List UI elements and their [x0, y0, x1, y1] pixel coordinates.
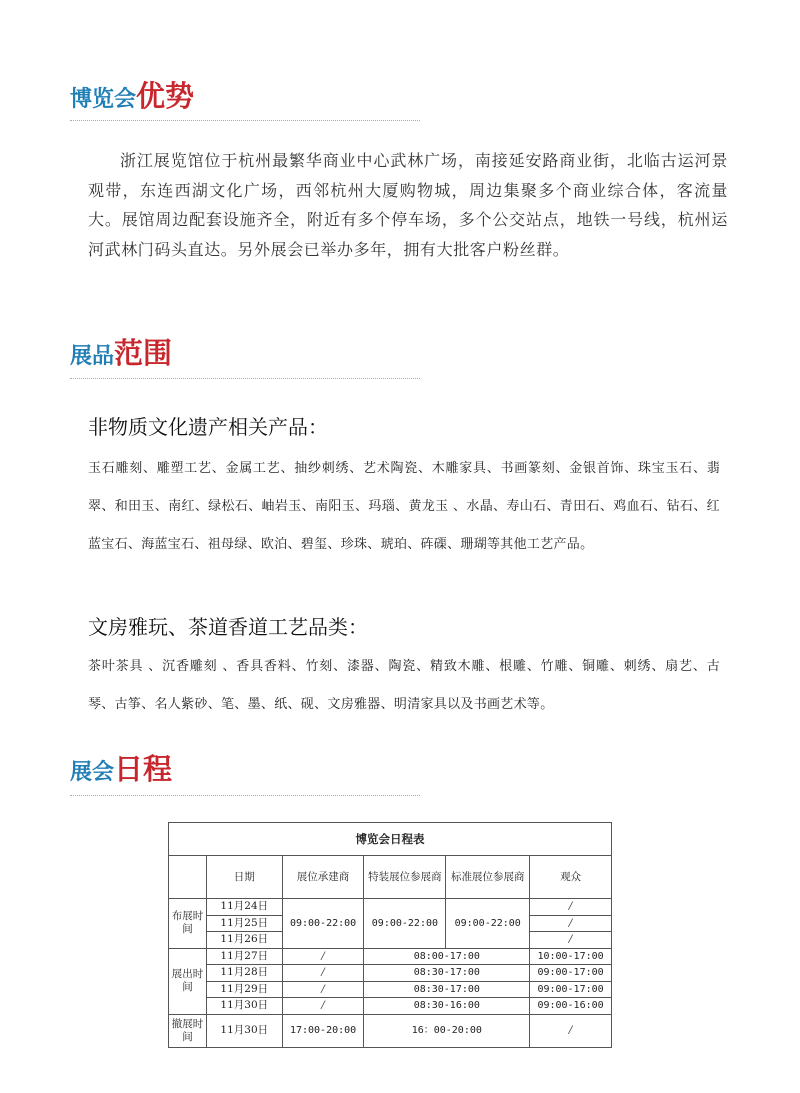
contractor-none: / [282, 948, 364, 965]
header-corner-cell [169, 856, 207, 899]
section-divider [70, 795, 420, 796]
intro-paragraph: 浙江展览馆位于杭州最繁华商业中心武林广场，南接延安路商业街，北临古运河景观带，东连西湖文化广场，西邻杭州大厦购物城，周边集聚多个商业综合体，客流量大。展馆周边配套设施齐全，附近有多个停车场，多个公交站点，地铁一号线，杭州运河武林门码头直达。另外展会已举办多年，拥有大批客户粉丝群。 [88, 151, 728, 259]
section-heading-emphasis: 优势 [136, 79, 195, 113]
contractor-none: / [282, 981, 364, 998]
date-cell: 11月30日 [206, 998, 282, 1015]
date-cell: 11月28日 [206, 965, 282, 982]
group-label-exhibit: 展出时间 [169, 948, 207, 1014]
setup-time-special: 09:00-22:00 [364, 899, 446, 949]
contractor-none: / [282, 998, 364, 1015]
header-special-booth: 特装展位参展商 [364, 856, 446, 899]
audience-none: / [530, 899, 612, 916]
section-heading-emphasis: 范围 [114, 336, 173, 370]
section-heading-emphasis: 日程 [114, 752, 173, 786]
exhibitor-time: 08:30-17:00 [364, 965, 530, 982]
header-contractor: 展位承建商 [282, 856, 364, 899]
audience-time: 09:00-17:00 [530, 981, 612, 998]
group-label-teardown: 撤展时间 [169, 1014, 207, 1047]
exhibitor-time: 08:30-17:00 [364, 981, 530, 998]
section-heading-prefix: 展会 [70, 760, 115, 785]
exhibitor-time: 08:00-17:00 [364, 948, 530, 965]
audience-time: 09:00-17:00 [530, 965, 612, 982]
section-heading-schedule [70, 747, 172, 788]
section-divider [70, 378, 420, 379]
section-heading-advantages [70, 74, 194, 115]
category-title-heritage: 非物质文化遗产相关产品： [88, 415, 328, 439]
category-title-study-tea: 文房雅玩、茶道香道工艺品类： [88, 615, 368, 639]
date-cell: 11月30日 [206, 1014, 282, 1047]
audience-time: 09:00-16:00 [530, 998, 612, 1015]
exhibitor-time: 08:30-16:00 [364, 998, 530, 1015]
section-divider [70, 120, 420, 121]
header-audience: 观众 [530, 856, 612, 899]
date-cell: 11月27日 [206, 948, 282, 965]
group-label-setup: 布展时间 [169, 899, 207, 949]
setup-time-contractor: 09:00-22:00 [282, 899, 364, 949]
date-cell: 11月24日 [206, 899, 282, 916]
date-cell: 11月25日 [206, 915, 282, 932]
section-heading-scope [70, 331, 172, 372]
category-items-study-tea: 茶叶茶具 、沉香雕刻 、香具香料、竹刻、漆器、陶瓷、精致木雕、根雕、竹雕、铜雕、刺绣、扇艺、古琴、古筝、名人紫砂、笔、墨、纸、砚、文房雅器、明清家具以及书画艺术等。 [88, 659, 720, 712]
audience-none: / [530, 915, 612, 932]
audience-none: / [530, 1014, 612, 1047]
teardown-time-contractor: 17:00-20:00 [282, 1014, 364, 1047]
teardown-time-exhibitor: 16：00-20:00 [364, 1014, 530, 1047]
audience-time: 10:00-17:00 [530, 948, 612, 965]
contractor-none: / [282, 965, 364, 982]
section-heading-prefix: 展品 [70, 344, 115, 369]
schedule-table [168, 822, 612, 1048]
date-cell: 11月29日 [206, 981, 282, 998]
schedule-table-title: 博览会日程表 [169, 823, 612, 856]
audience-none: / [530, 932, 612, 949]
header-date: 日期 [206, 856, 282, 899]
category-items-heritage: 玉石雕刻、雕塑工艺、金属工艺、抽纱刺绣、艺术陶瓷、木雕家具、书画篆刻、金银首饰、珠宝玉石、翡翠、和田玉、南红、绿松石、岫岩玉、南阳玉、玛瑙、黄龙玉 、水晶、寿山石、青田石、鸡血石、钻石、红蓝宝石、海蓝宝石、祖母绿、欧泊、碧玺、珍珠、琥珀、砗磲、珊瑚等其他工艺产品。 [88, 461, 720, 552]
setup-time-standard: 09:00-22:00 [446, 899, 530, 949]
date-cell: 11月26日 [206, 932, 282, 949]
section-heading-prefix: 博览会 [70, 87, 137, 112]
header-standard-booth: 标准展位参展商 [446, 856, 530, 899]
